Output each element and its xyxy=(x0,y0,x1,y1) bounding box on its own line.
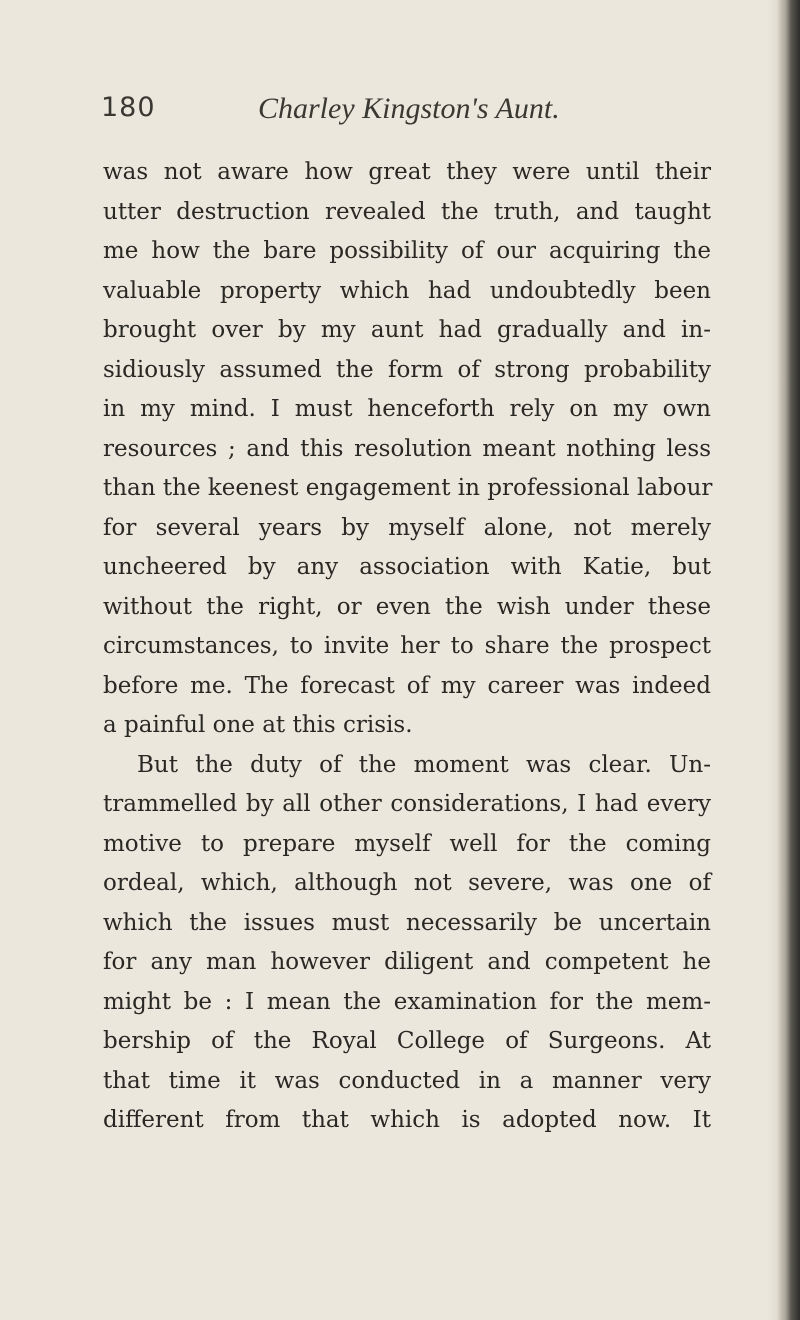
text-line: different from that which is adopted now. It xyxy=(103,1107,711,1133)
running-title: Charley Kingston's Aunt. xyxy=(258,92,560,125)
text-line: might be : I mean the examination for the mem- xyxy=(103,988,711,1015)
text-line: circumstances, to invite her to share the prospect xyxy=(103,633,711,659)
text-line: brought over by my aunt had gradually and in- xyxy=(103,317,711,343)
text-line: resources ; and this resolution meant nothing less xyxy=(103,435,711,462)
text-line: uncheered by any association with Katie, but xyxy=(103,554,711,580)
page-number: 180 xyxy=(101,92,156,123)
text-line: valuable property which had undoubtedly been xyxy=(103,277,711,304)
text-line: motive to prepare myself well for the coming xyxy=(103,830,711,857)
text-line: bership of the Royal College of Surgeons. At xyxy=(103,1028,711,1054)
text-line: me how the bare possibility of our acquiring the xyxy=(103,238,711,264)
text-line: utter destruction revealed the truth, and taught xyxy=(103,198,711,225)
text-line: before me. The forecast of my career was indeed xyxy=(103,672,711,699)
text-line: for any man however diligent and competent he xyxy=(103,949,711,975)
text-line: trammelled by all other considerations, I had every xyxy=(103,791,711,817)
text-line: that time it was conducted in a manner very xyxy=(103,1067,711,1094)
running-header xyxy=(0,92,800,132)
text-line: sidiously assumed the form of strong probability xyxy=(103,356,711,383)
text-line: than the keenest engagement in professional labour xyxy=(103,475,713,501)
text-line: without the right, or even the wish under these xyxy=(103,593,711,620)
text-line: a painful one at this crisis. xyxy=(103,712,413,738)
text-line: But the duty of the moment was clear. Un- xyxy=(137,751,711,778)
page-edge xyxy=(778,0,800,1320)
text-line: ordeal, which, although not severe, was one of xyxy=(103,870,711,896)
text-line: was not aware how great they were until their xyxy=(103,159,711,185)
body-text xyxy=(103,153,711,1141)
text-line: for several years by myself alone, not merely xyxy=(103,514,711,541)
text-line: which the issues must necessarily be uncertain xyxy=(103,909,711,936)
text-line: in my mind. I must henceforth rely on my own xyxy=(103,396,711,422)
